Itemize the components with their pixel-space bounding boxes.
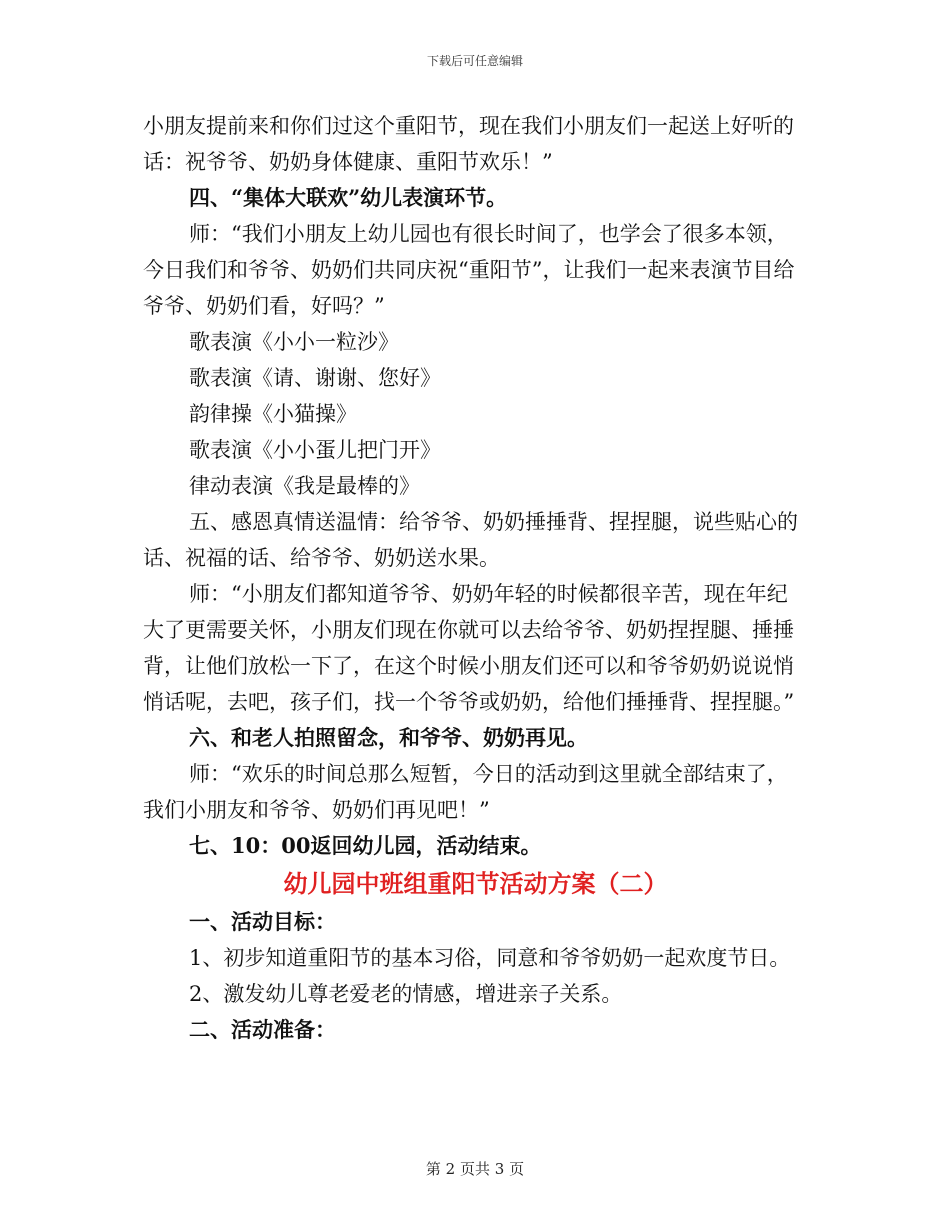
paragraph-teacher-3: 师：“欢乐的时间总那么短暂，今日的活动到这里就全部结束了，我们小朋友和爷爷、奶奶们再见吧！” [143, 762, 788, 822]
document-body [143, 108, 808, 1048]
program-item-3: 韵律操《小猫操》 [189, 402, 357, 426]
page-footer: 第 2 页共 3 页 [425, 1160, 525, 1178]
program-item-2: 歌表演《请、谢谢、您好》 [189, 366, 441, 390]
program-item-5: 律动表演《我是最棒的》 [189, 474, 420, 498]
page-header: 下载后可任意编辑 [426, 54, 523, 68]
section-heading-5: 五、感恩真情送温情：给爷爷、奶奶捶捶背、捏捏腿，说些贴心的话、祝福的话、给爷爷、奶奶送水果。 [143, 510, 798, 570]
document-title: 幼儿园中班组重阳节活动方案（二） [283, 869, 668, 898]
paragraph-greeting: 小朋友提前来和你们过这个重阳节，现在我们小朋友们一起送上好听的话：祝爷爷、奶奶身体健康、重阳节欢乐！” [143, 114, 794, 174]
section-heading-7: 七、10：00返回幼儿园，活动结束。 [189, 833, 542, 858]
program-item-4: 歌表演《小小蛋儿把门开》 [189, 438, 441, 462]
section-heading-preparation: 二、活动准备： [189, 1017, 336, 1042]
goal-item-1: 1、初步知道重阳节的基本习俗，同意和爷爷奶奶一起欢度节日。 [189, 946, 791, 970]
section-heading-4: 四、“集体大联欢”幼儿表演环节。 [189, 185, 508, 210]
section-heading-6: 六、和老人拍照留念，和爷爷、奶奶再见。 [189, 725, 588, 750]
goal-item-2: 2、激发幼儿尊老爱老的情感，增进亲子关系。 [189, 982, 623, 1006]
paragraph-teacher-2: 师：“小朋友们都知道爷爷、奶奶年轻的时候都很辛苦，现在年纪大了更需要关怀，小朋友们现在你就可以去给爷爷、奶奶捏捏腿、捶捶背，让他们放松一下了，在这个时候小朋友们还可以和爷爷奶奶说说悄悄话呢，去吧，孩子们，找一个爷爷或奶奶，给他们捶捶背、捏捏腿。” [143, 582, 795, 714]
program-item-1: 歌表演《小小一粒沙》 [189, 330, 399, 354]
section-heading-goals: 一、活动目标： [189, 909, 336, 934]
paragraph-teacher-1: 师：“我们小朋友上幼儿园也有很长时间了，也学会了很多本领，今日我们和爷爷、奶奶们共同庆祝“重阳节”，让我们一起来表演节目给爷爷、奶奶们看，好吗？” [143, 222, 795, 318]
